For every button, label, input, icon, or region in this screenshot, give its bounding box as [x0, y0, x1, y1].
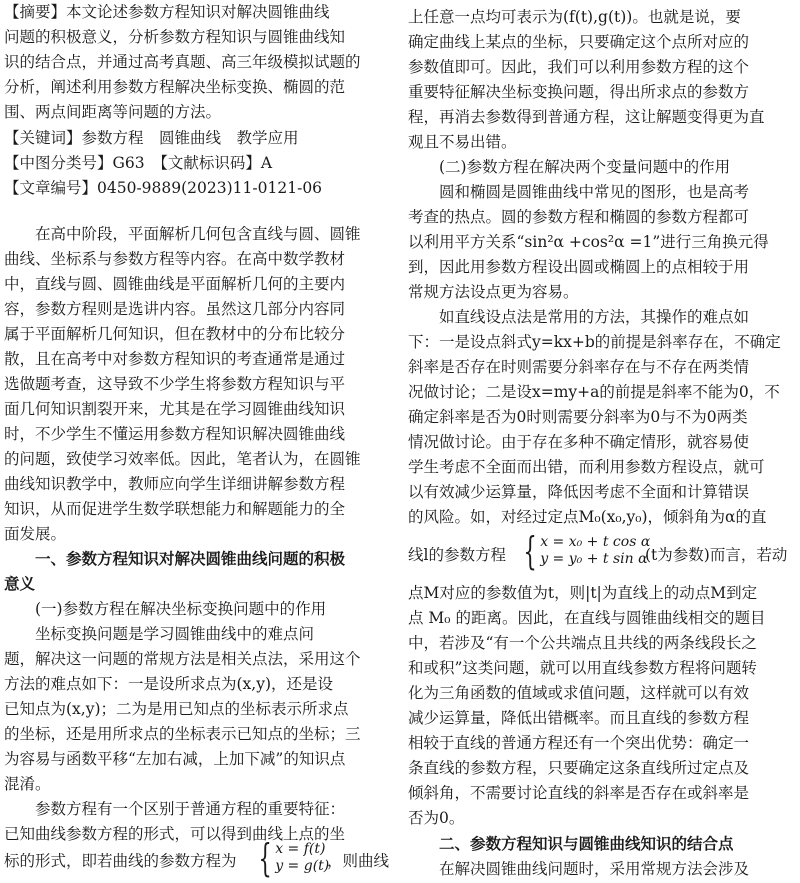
transform-paragraph-line: 已知点为(x,y)；二为是用已知点的坐标表示所求点 [4, 700, 349, 718]
parametric-system-general [253, 836, 330, 880]
abstract-line: 分析，阐述利用参数方程解决坐标变换、椭圆的范 [4, 78, 346, 96]
line-paragraph-line: 情况做讨论。由于存在多种不确定情形，就容易使 [408, 433, 750, 451]
intro-line: 时，不少学生不懂运用参数方程知识解决圆锥曲线 [4, 425, 346, 443]
after-paragraph-line: 减少运算量，降低出错概率。而且直线的参数方程 [408, 709, 750, 727]
continued-line: 参数值即可。因此，我们可以利用参数方程的这个 [408, 58, 750, 76]
transform-paragraph-line: 为容易与函数平移“左加右减，上加下减”的知识点 [4, 750, 346, 768]
article-number: 【文章编号】0450-9889(2023)11-0121-06 [4, 179, 323, 197]
parametric-system-line [518, 529, 651, 573]
section-heading-1: 一、参数方程知识对解决圆锥曲线问题的积极 [35, 550, 346, 568]
section-heading-1-cont: 意义 [4, 575, 36, 593]
equation-x: x = x₀ + t cos α [540, 534, 651, 550]
after-paragraph-line: 点M对应的参数值为t，则|t|为直线上的动点M到定 [408, 584, 758, 602]
left-brace: { [258, 836, 272, 880]
intro-line: 散，且在高考中对参数方程知识的考查通常是通过 [4, 350, 346, 368]
intro-line: 曲线、坐标系与参数方程等内容。在高中数学教材 [4, 250, 346, 268]
abstract-line: 问题的积极意义，分析参数方程知识与圆锥曲线知 [4, 28, 346, 46]
continued-line: 重要特征解决坐标变换问题，得出所求点的参数方 [408, 83, 750, 101]
equation-y: y = g(t) [275, 858, 330, 874]
line-paragraph-line: 学生考虑不全面而出错，而利用参数方程设点，就可 [408, 458, 765, 476]
transform-paragraph-line: 坐标变换问题是学习圆锥曲线中的难点问 [35, 625, 315, 643]
after-paragraph-line: 否为0。 [408, 809, 465, 827]
line-paragraph-line: 斜率是否存在时则需要分斜率存在与不存在两类情 [408, 358, 750, 376]
circle-paragraph-line: 常规方法设点更为容易。 [408, 283, 579, 301]
circle-paragraph-line: 以利用平方关系“sin²α +cos²α =1”进行三角换元得 [408, 233, 769, 251]
after-paragraph-line: 相较于直线的普通方程还有一个突出优势：确定一 [408, 734, 750, 752]
intro-line: 中，直线与圆、圆锥曲线是平面解析几何的主要内 [4, 275, 346, 293]
circle-paragraph-line: 考查的热点。圆的参数方程和椭圆的参数方程都可 [408, 208, 750, 226]
circle-paragraph-line: 到，因此用参数方程设出圆或椭圆上的点相较于用 [408, 258, 750, 276]
after-paragraph-line: 化为三角函数的值域或求值问题，这样就可以有效 [408, 684, 750, 702]
subsection-heading-2: (二)参数方程在解决两个变量问题中的作用 [439, 158, 731, 176]
line-paragraph-line: 况做讨论；二是设x=my+a的前提是斜率不能为0，不 [408, 383, 780, 401]
intro-line: 在高中阶段，平面解析几何包含直线与圆、圆锥 [35, 225, 361, 243]
transform-paragraph-line: 题，解决这一问题的常规方法是相关点法，采用这个 [4, 650, 361, 668]
equation-x: x = f(t) [275, 841, 326, 857]
param-paragraph-line: 已知曲线参数方程的形式，可以得到曲线上点的坐 [4, 825, 346, 843]
line-paragraph-line: 如直线设点法是常用的方法，其操作的难点如 [439, 308, 750, 326]
after-paragraph-line: 倾斜角，不需要讨论直线的斜率是否存在或斜率是 [408, 784, 750, 802]
equation-y: y = y₀ + t sin α [540, 551, 648, 567]
abstract-line: 识的结合点，并通过高考真题、高三年级模拟试题的 [4, 53, 361, 71]
line-paragraph-line: 下：一是设点斜式y=kx+b的前提是斜率存在，不确定 [408, 333, 781, 351]
intro-line: 选做题考查，这导致不少学生将参数方程知识与平 [4, 375, 346, 393]
param-paragraph-line: 参数方程有一个区别于普通方程的重要特征： [35, 800, 346, 818]
continued-line: 程，再消去参数得到普通方程，这让解题变得更为直 [408, 108, 765, 126]
intro-line: 面几何知识割裂开来，尤其是在学习圆锥曲线知识 [4, 400, 346, 418]
intro-line: 的问题，致使学习效率低。因此，笔者认为，在圆锥 [4, 450, 361, 468]
param-last-suffix: ，则曲线 [327, 852, 390, 870]
intro-line: 属于平面解析几何知识，但在教材中的分布比较分 [4, 325, 346, 343]
line-paragraph-line: 以有效减少运算量，降低因考虑不全面和计算错误 [408, 483, 750, 501]
transform-paragraph-line: 方法的难点如下：一是设所求点为(x,y)，还是设 [4, 675, 334, 693]
classification-codes: 【中图分类号】G63 【文献标识码】A [4, 154, 273, 172]
intro-line: 曲线知识教学中，教师应向学生详细讲解参数方程 [4, 475, 346, 493]
subsection-heading-1: (一)参数方程在解决坐标变换问题中的作用 [35, 600, 327, 618]
abstract-line: 围、两点间距离等问题的方法。 [4, 103, 222, 121]
transform-paragraph-line: 的坐标，还是用所求点的坐标表示已知点的坐标；三 [4, 725, 361, 743]
continued-line: 观且不易出错。 [408, 133, 517, 151]
line-paragraph-line: 的风险。如，对经过定点M₀(x₀,y₀)，倾斜角为α的直 [408, 508, 767, 526]
intro-line: 面发展。 [4, 525, 67, 543]
after-paragraph-line: 和或积”这类问题，就可以用直线参数方程将问题转 [408, 659, 757, 677]
section-heading-2: 二、参数方程知识与圆锥曲线知识的结合点 [439, 835, 734, 853]
abstract-line: 【摘要】本文论述参数方程知识对解决圆锥曲线 [4, 3, 330, 21]
param-last-prefix: 标的形式，即若曲线的参数方程为 [4, 852, 237, 870]
keywords: 【关键词】参数方程 圆锥曲线 教学应用 [4, 129, 299, 147]
line-eq-prefix: 线l的参数方程 [408, 546, 506, 564]
left-brace: { [523, 529, 537, 573]
circle-paragraph-line: 圆和椭圆是圆锥曲线中常见的图形，也是高考 [439, 183, 750, 201]
closing-line: 在解决圆锥曲线问题时，采用常规方法会涉及 [439, 860, 750, 878]
after-paragraph-line: 条直线的参数方程，只要确定这条直线所过定点及 [408, 759, 750, 777]
intro-line: 容，参数方程则是选讲内容。虽然这几部分内容同 [4, 300, 346, 318]
intro-line: 知识，从而促进学生数学联想能力和解题能力的全 [4, 500, 346, 518]
line-paragraph-line: 确定斜率是否为0时则需要分斜率为0与不为0两类 [408, 408, 748, 426]
transform-paragraph-line: 混淆。 [4, 775, 51, 793]
continued-line: 确定曲线上某点的坐标，只要确定这个点所对应的 [408, 33, 750, 51]
continued-line: 上任意一点均可表示为(f(t),g(t))。也就是说，要 [408, 8, 741, 26]
after-paragraph-line: 点 M₀ 的距离。因此，在直线与圆锥曲线相交的题目 [408, 609, 766, 627]
line-eq-suffix: (t为参数)而言，若动 [645, 546, 788, 564]
after-paragraph-line: 中，若涉及“有一个公共端点且共线的两条线段长之 [408, 634, 757, 652]
